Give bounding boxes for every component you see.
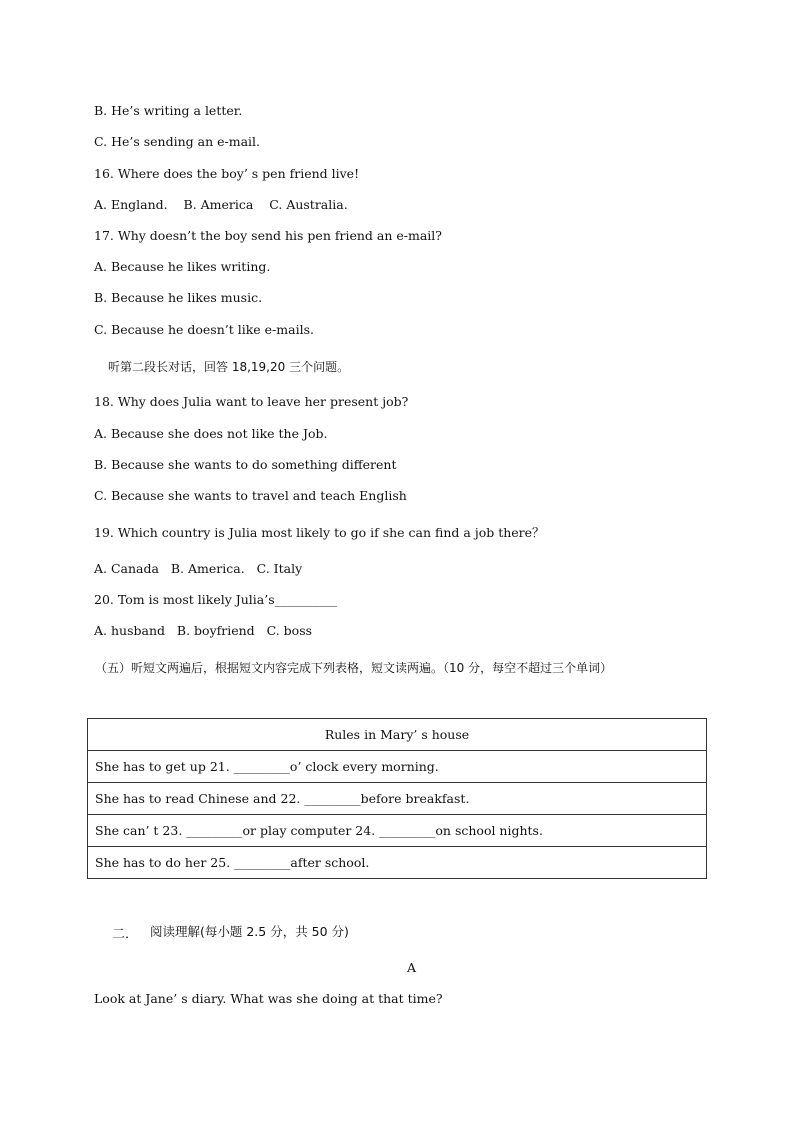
question-17-option-c: C. Because he doesn’t like e-mails. bbox=[94, 322, 314, 337]
question-17-option-b: B. Because he likes music. bbox=[94, 290, 263, 305]
rules-table bbox=[87, 718, 707, 879]
question-17: 17. Why doesn’t the boy send his pen friend an e-mail? bbox=[94, 228, 442, 243]
question-20-options: A. husband B. boyfriend C. boss bbox=[94, 623, 313, 638]
reading-section-title: 阅读理解(每小题 2.5 分，共 50 分) bbox=[150, 924, 349, 939]
question-18-option-c: C. Because she wants to travel and teach English bbox=[94, 488, 407, 503]
table-cell: She has to do her 25. _________after school. bbox=[88, 847, 707, 879]
table-row bbox=[88, 783, 707, 815]
section-five-instruction: （五）听短文两遍后，根据短文内容完成下列表格，短文读两遍。（10 分，每空不超过三个单词） bbox=[95, 661, 613, 675]
table-row bbox=[88, 815, 707, 847]
question-19-options: A. Canada B. America. C. Italy bbox=[94, 561, 303, 576]
option-c-sending-email: C. He’s sending an e-mail. bbox=[94, 134, 260, 149]
question-16: 16. Where does the boy’ s pen friend live! bbox=[94, 166, 360, 181]
table-row bbox=[88, 847, 707, 879]
question-18: 18. Why does Julia want to leave her present job? bbox=[94, 394, 409, 409]
question-20: 20. Tom is most likely Julia’s__________ bbox=[94, 592, 338, 607]
table-cell: She has to get up 21. _________o’ clock every morning. bbox=[88, 751, 707, 783]
question-18-option-b: B. Because she wants to do something different bbox=[94, 457, 397, 472]
question-17-option-a: A. Because he likes writing. bbox=[94, 259, 271, 274]
table-cell: She has to read Chinese and 22. _________before breakfast. bbox=[88, 783, 707, 815]
question-16-options: A. England. B. America C. Australia. bbox=[94, 197, 348, 212]
passage-letter: A bbox=[407, 960, 417, 975]
section-dialog2-instruction: 听第二段长对话，回答 18,19,20 三个问题。 bbox=[108, 360, 350, 374]
table-title: Rules in Mary’ s house bbox=[88, 719, 707, 751]
table-header-row bbox=[88, 719, 707, 751]
question-18-option-a: A. Because she does not like the Job. bbox=[94, 426, 328, 441]
reading-section-number: 二． bbox=[112, 927, 139, 942]
option-b-writing-letter: B. He’s writing a letter. bbox=[94, 103, 243, 118]
question-19: 19. Which country is Julia most likely to go if she can find a job there？ bbox=[94, 525, 545, 540]
table-cell: She can’ t 23. _________or play computer 24. _________on school nights. bbox=[88, 815, 707, 847]
passage-intro: Look at Jane’ s diary. What was she doing at that time? bbox=[94, 991, 443, 1006]
table-row bbox=[88, 751, 707, 783]
